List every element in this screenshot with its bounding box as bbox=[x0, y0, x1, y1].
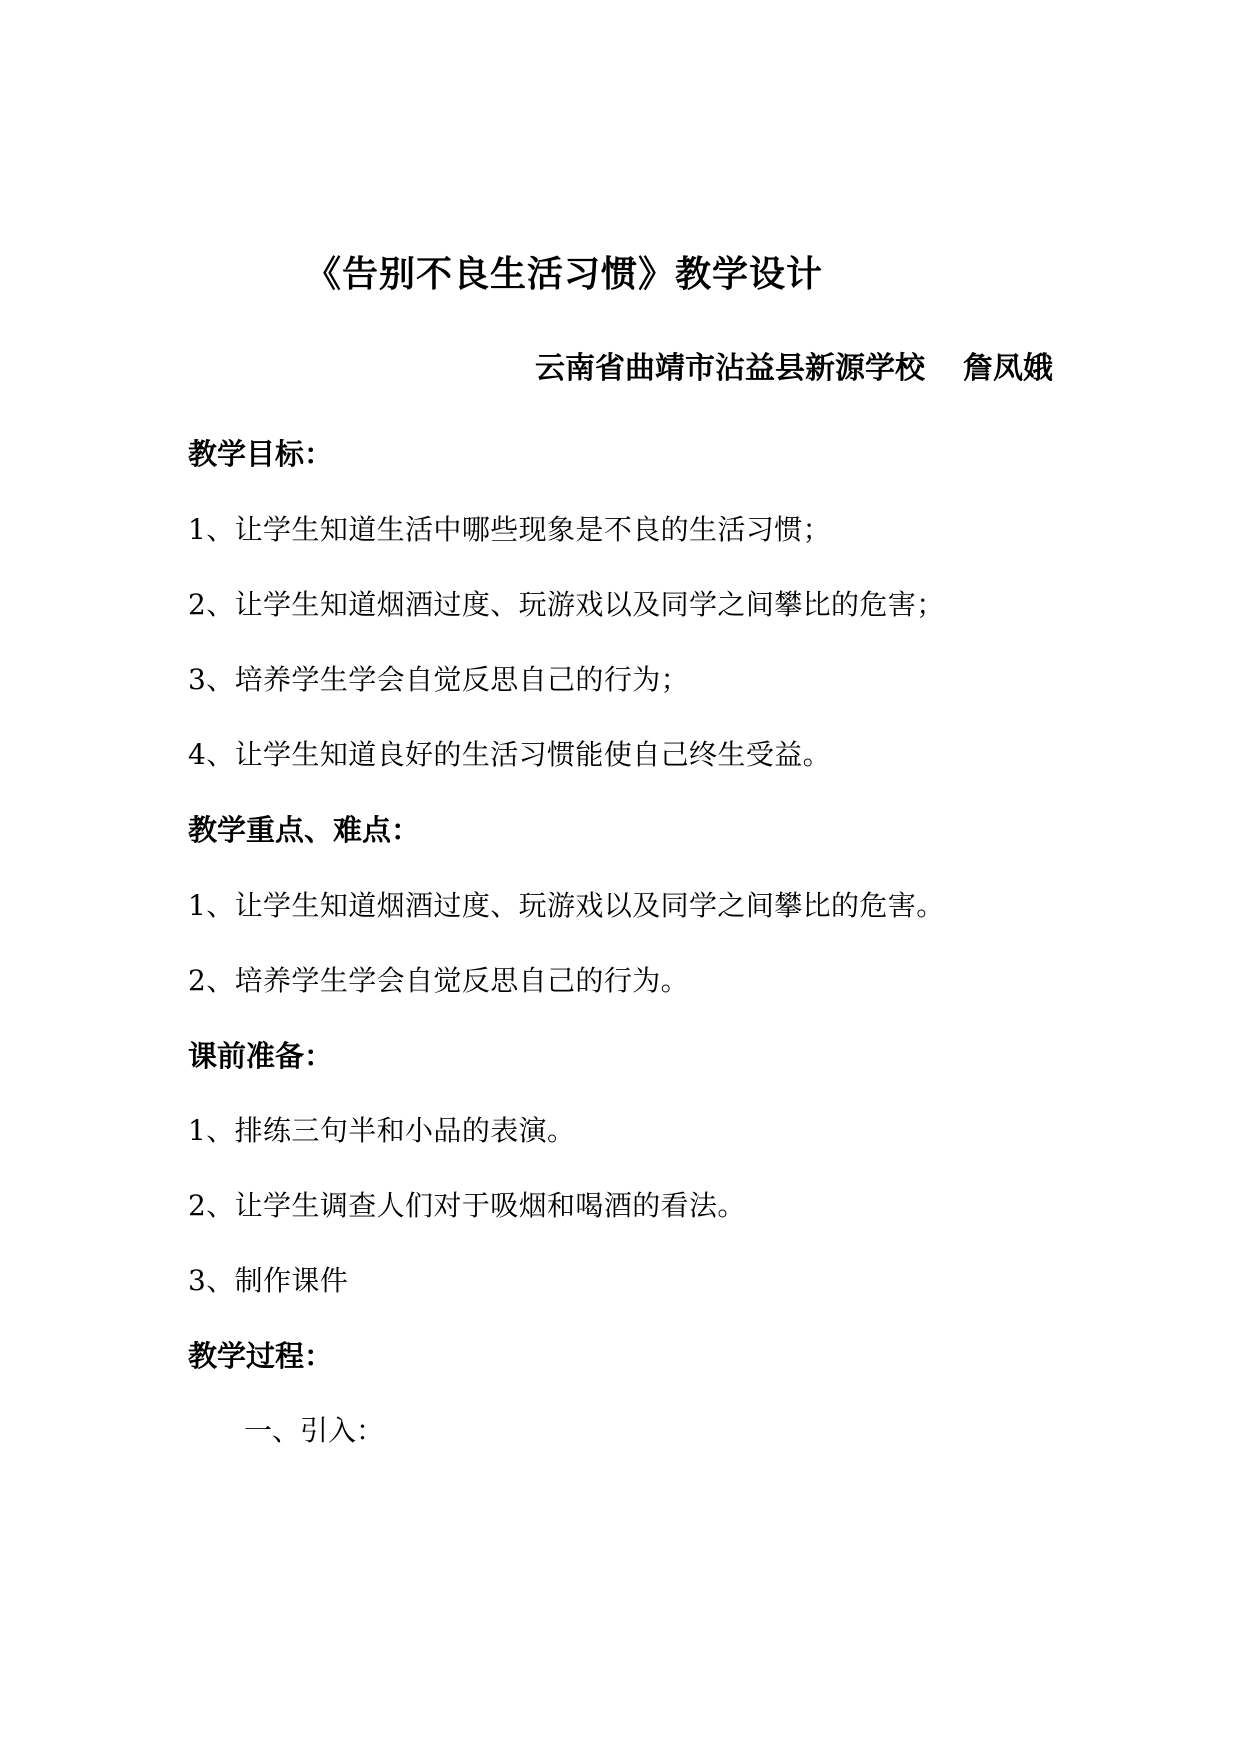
author-school: 云南省曲靖市沾益县新源学校 bbox=[535, 351, 925, 386]
objective-item: 4、让学生知道良好的生活习惯能使自己终生受益。 bbox=[188, 738, 832, 771]
process-item: 一、引入： bbox=[244, 1414, 385, 1447]
document-title: 《告别不良生活习惯》教学设计 bbox=[305, 253, 824, 295]
process-heading: 教学过程： bbox=[188, 1339, 334, 1373]
preparation-heading: 课前准备： bbox=[188, 1039, 334, 1073]
author-name: 詹凤娥 bbox=[963, 351, 1053, 386]
objective-item: 2、让学生知道烟酒过度、玩游戏以及同学之间攀比的危害； bbox=[188, 588, 945, 621]
objective-item: 3、培养学生学会自觉反思自己的行为； bbox=[188, 663, 690, 696]
preparation-item: 2、让学生调查人们对于吸烟和喝酒的看法。 bbox=[188, 1189, 746, 1222]
key-points-heading: 教学重点、难点： bbox=[188, 813, 421, 847]
objective-item: 1、让学生知道生活中哪些现象是不良的生活习惯； bbox=[188, 513, 832, 546]
key-point-item: 1、让学生知道烟酒过度、玩游戏以及同学之间攀比的危害。 bbox=[188, 889, 945, 922]
author-line bbox=[535, 351, 1053, 386]
key-point-item: 2、培养学生学会自觉反思自己的行为。 bbox=[188, 964, 690, 997]
objectives-heading: 教学目标： bbox=[188, 437, 334, 471]
preparation-item: 3、制作课件 bbox=[188, 1264, 349, 1297]
preparation-item: 1、排练三句半和小品的表演。 bbox=[188, 1114, 576, 1147]
